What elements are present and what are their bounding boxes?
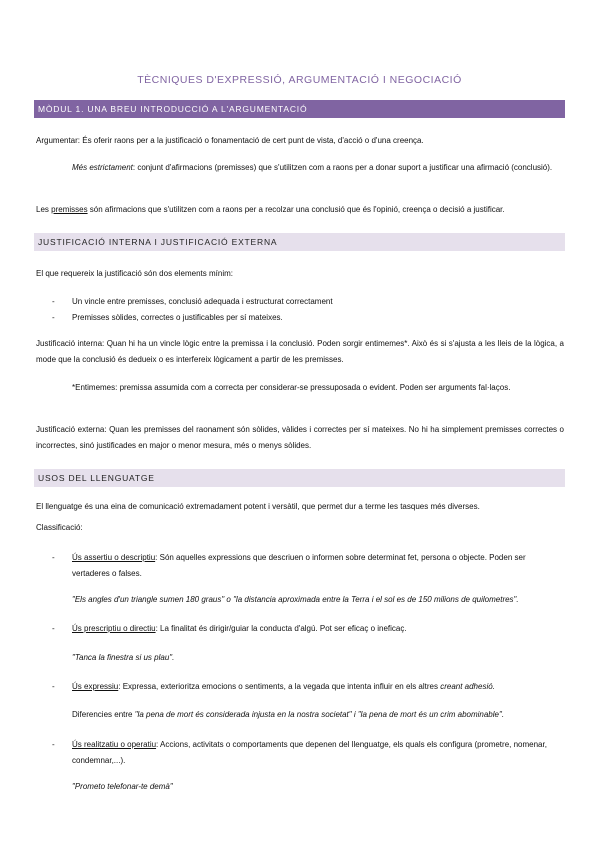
us-term: Ús prescriptiu o directiu bbox=[72, 624, 156, 633]
list-dash: - bbox=[52, 740, 55, 749]
us-term: Ús assertiu o descriptiu bbox=[72, 553, 156, 562]
us-example-prefix: Diferencies entre bbox=[72, 710, 135, 719]
argumentar-term: Argumentar bbox=[36, 136, 78, 145]
mes-estrictament-term: Més estrictament bbox=[72, 163, 133, 172]
module-heading: MÒDUL 1. UNA BREU INTRODUCCIÓ A L'ARGUMENTACIÓ bbox=[34, 100, 565, 118]
justificacio-interna-paragraph: Justificació interna: Quan hi ha un vincle lògic entre la premissa i la conclusió. Poden sorgir entimemes*. Això és si s'ajusta a les lleis de la lògica, a mode que la conclusió és dedueix o es interfereix lògicament a partir de les premisses. bbox=[36, 339, 564, 364]
premisses-prefix: Les bbox=[36, 205, 52, 214]
justificacio-externa-paragraph: Justificació externa: Quan les premisses del raonament són sòlides, vàlides i correctes per sí mateixes. No hi ha simplement premisses correctes o incorrectes, sinó justificades en major o menor mesura, més o menys sòlides. bbox=[36, 425, 564, 450]
list-item-text: Un vincle entre premisses, conclusió adequada i estructurat correctament bbox=[72, 297, 333, 306]
mes-estrictament-paragraph bbox=[72, 160, 564, 176]
list-item bbox=[52, 737, 564, 769]
argumentar-definition: : És oferir raons per a la justificació o fonamentació de cert punt de vista, d'acció o d'una creença. bbox=[77, 136, 424, 145]
list-item-text: Premisses sòlides, correctes o justificables per sí mateixes. bbox=[72, 313, 283, 322]
us-definition: : Accions, activitats o comportaments que depenen del llenguatge, els quals els configura (prometre, nomenar, condemnar,...). bbox=[72, 740, 547, 765]
list-dash: - bbox=[52, 297, 55, 306]
list-item bbox=[52, 310, 564, 326]
us-example: "Els angles d'un triangle sumen 180 graus" o "la distancia aproximada entre la Terra i el sol es de 150 milions de quilometres". bbox=[72, 595, 519, 604]
section-heading-usos: USOS DEL LLENGUATGE bbox=[34, 469, 565, 487]
list-item bbox=[52, 550, 564, 582]
document-title: TÈCNIQUES D'EXPRESSIÓ, ARGUMENTACIÓ I NEGOCIACIÓ bbox=[137, 74, 462, 86]
premisses-paragraph bbox=[36, 202, 564, 218]
llenguatge-paragraph: El llenguatge és una eina de comunicació extremadament potent i versàtil, que permet dur a terme les tasques més diverses. bbox=[36, 502, 480, 511]
entimemes-paragraph: *Entimemes: premissa assumida com a correcta per considerar-se pressuposada o evident. Poden ser arguments fal·laços. bbox=[72, 383, 511, 392]
section-heading-justificacio: JUSTIFICACIÓ INTERNA I JUSTIFICACIÓ EXTERNA bbox=[34, 233, 565, 251]
mes-estrictament-definition: : conjunt d'afirmacions (premisses) que s'utilitzen com a raons per a donar suport a justificar una afirmació (conclusió). bbox=[132, 163, 553, 172]
list-dash: - bbox=[52, 624, 55, 633]
us-definition: : La finalitat és dirigir/guiar la conducta d'algú. Pot ser eficaç o ineficaç. bbox=[155, 624, 407, 633]
list-dash: - bbox=[52, 682, 55, 691]
premisses-definition: són afirmacions que s'utilitzen com a raons per a recolzar una conclusió que és l'opinió, creença o decisió a justificar. bbox=[87, 205, 505, 214]
us-example bbox=[72, 707, 564, 723]
us-definition-italic: creant adhesió. bbox=[440, 682, 495, 691]
list-dash: - bbox=[52, 313, 55, 322]
list-item bbox=[52, 294, 564, 310]
us-term: Ús expressiu bbox=[72, 682, 119, 691]
classificacio-label: Classificació: bbox=[36, 523, 83, 532]
list-item bbox=[52, 621, 564, 637]
us-example: "Prometo telefonar-te demà" bbox=[72, 782, 173, 791]
list-dash: - bbox=[52, 553, 55, 562]
list-item bbox=[52, 679, 564, 695]
premisses-term: premisses bbox=[51, 205, 88, 214]
us-term: Ús realitzatiu o operatiu bbox=[72, 740, 157, 749]
requereix-paragraph: El que requereix la justificació són dos elements mínim: bbox=[36, 269, 233, 278]
us-example-text: "la pena de mort és considerada injusta en la nostra societat" i "la pena de mort és un crim abominable". bbox=[134, 710, 505, 719]
us-example: "Tanca la finestra si us plau". bbox=[72, 653, 175, 662]
us-definition: : Expressa, exterioritza emocions o sentiments, a la vegada que intenta influir en els altres bbox=[118, 682, 441, 691]
us-definition: : Són aquelles expressions que descriuen o informen sobre determinat fet, persona o objecte. Poden ser vertaderes o falses. bbox=[72, 553, 526, 578]
argumentar-paragraph bbox=[36, 133, 564, 149]
